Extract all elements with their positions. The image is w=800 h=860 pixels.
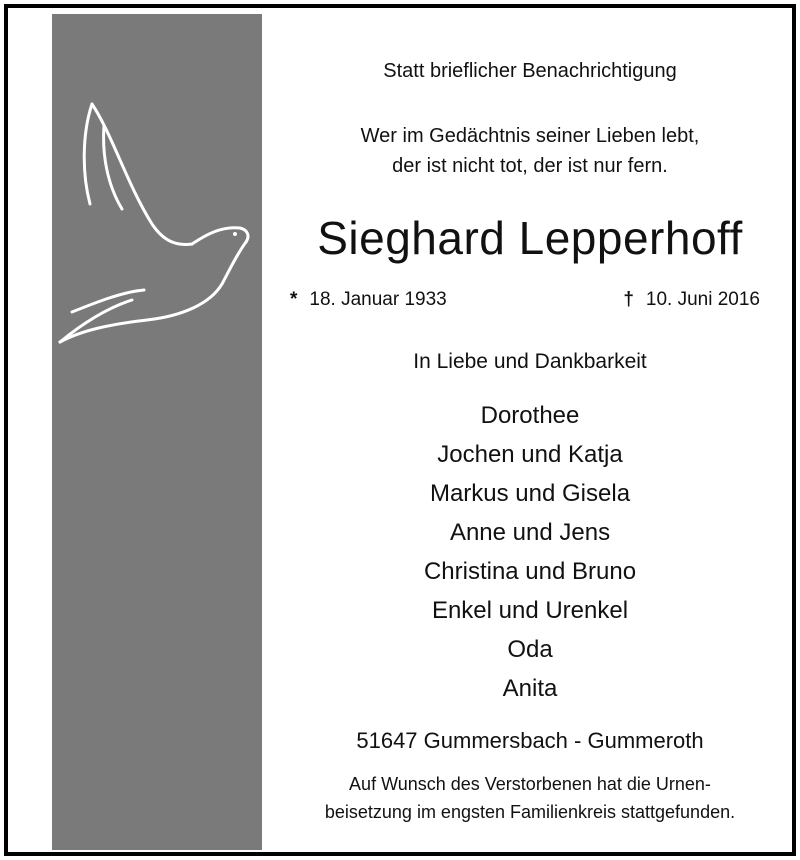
birth-star-icon: * [290, 289, 298, 310]
gray-side-band [52, 14, 262, 850]
mourner-item: Oda [507, 636, 553, 663]
deceased-name: Sieghard Lepperhoff [317, 212, 743, 264]
memorial-quote [270, 121, 790, 181]
mourner-item: Dorothee [480, 402, 580, 429]
burial-note [270, 770, 790, 826]
notice-text-column [270, 8, 790, 852]
burial-note-line-1: Auf Wunsch des Verstorbenen hat die Urnen- [349, 774, 711, 794]
dove-icon [52, 94, 262, 354]
intro-line: Statt brieflicher Benachrichtigung [383, 60, 677, 82]
obituary-notice [4, 4, 796, 856]
mourner-item: Anita [502, 675, 558, 702]
mourner-item: Enkel und Urenkel [431, 597, 629, 624]
death-cross-icon: † [623, 289, 634, 310]
address-line: 51647 Gummersbach - Gummeroth [356, 728, 704, 753]
mourner-item: Anne und Jens [449, 519, 611, 546]
mourner-item: Markus und Gisela [429, 480, 631, 507]
death-date-line [623, 289, 760, 311]
quote-line-2: der ist nicht tot, der ist nur fern. [392, 155, 668, 177]
burial-note-line-2: beisetzung im engsten Familienkreis stattgefunden. [324, 802, 736, 822]
birth-date: 18. Januar 1933 [309, 289, 447, 310]
death-date: 10. Juni 2016 [645, 289, 760, 310]
thanks-line: In Liebe und Dankbarkeit [413, 350, 647, 373]
mourner-item: Jochen und Katja [437, 441, 623, 468]
mourner-item: Christina und Bruno [423, 558, 637, 585]
mourners-list [270, 396, 790, 708]
birth-date-line [290, 289, 447, 311]
quote-line-1: Wer im Gedächtnis seiner Lieben lebt, [360, 125, 700, 147]
